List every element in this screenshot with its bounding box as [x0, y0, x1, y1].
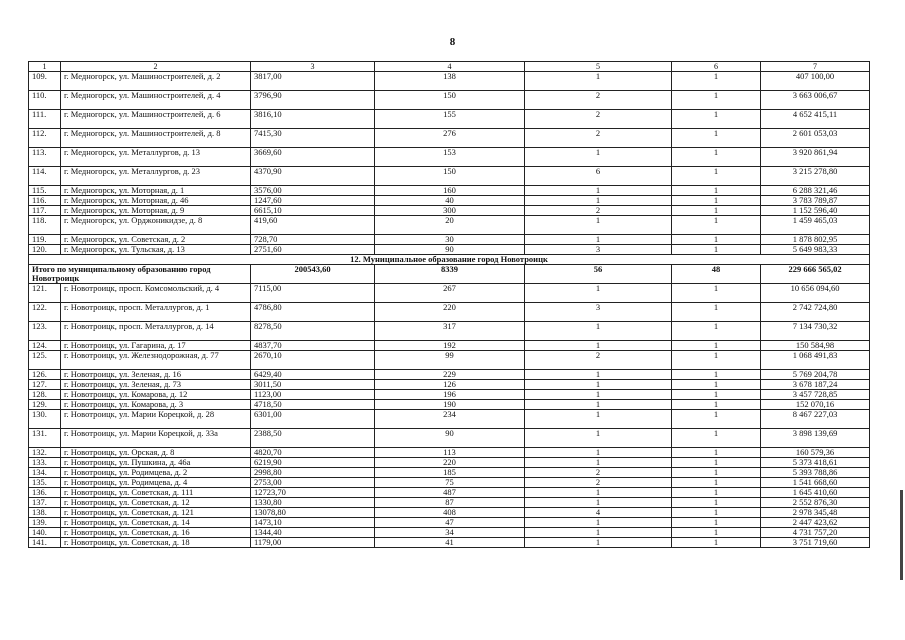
row-number: 128.: [29, 390, 61, 400]
address-cell: г. Новотроицк, ул. Советская, д. 12: [61, 498, 251, 508]
people-cell: 234: [375, 410, 525, 429]
sum-cell: 2 978 345,48: [761, 508, 870, 518]
table-row: [29, 245, 870, 255]
people-cell: 87: [375, 498, 525, 508]
area-cell: 1247,60: [251, 196, 375, 206]
table-body-medno: [29, 62, 870, 255]
column6-cell: 1: [672, 322, 761, 341]
column6-cell: 1: [672, 498, 761, 508]
area-cell: 2753,00: [251, 478, 375, 488]
address-cell: г. Новотроицк, ул. Советская, д. 14: [61, 518, 251, 528]
data-table: [28, 61, 870, 548]
address-cell: г. Новотроицк, ул. Гагарина, д. 17: [61, 341, 251, 351]
row-number: 130.: [29, 410, 61, 429]
sum-cell: 3 678 187,24: [761, 380, 870, 390]
row-number: 137.: [29, 498, 61, 508]
table-row: [29, 498, 870, 508]
column6-cell: 1: [672, 351, 761, 370]
table-row: [29, 235, 870, 245]
column6-cell: 1: [672, 390, 761, 400]
column6-cell: 1: [672, 245, 761, 255]
column5-cell: 1: [525, 235, 672, 245]
people-cell: 160: [375, 186, 525, 196]
column5-cell: 1: [525, 322, 672, 341]
column5-cell: 1: [525, 458, 672, 468]
table-row: [29, 370, 870, 380]
people-cell: 185: [375, 468, 525, 478]
table-row: [29, 186, 870, 196]
people-cell: 113: [375, 448, 525, 458]
column6-cell: 1: [672, 538, 761, 548]
row-number: 131.: [29, 429, 61, 448]
column5-cell: 1: [525, 518, 672, 528]
sum-cell: 2 552 876,30: [761, 498, 870, 508]
table-row: [29, 538, 870, 548]
table-row: [29, 216, 870, 235]
column6-cell: 1: [672, 284, 761, 303]
row-number: 123.: [29, 322, 61, 341]
people-cell: 90: [375, 245, 525, 255]
people-cell: 41: [375, 538, 525, 548]
people-cell: 99: [375, 351, 525, 370]
people-cell: 34: [375, 528, 525, 538]
sum-cell: 3 898 139,69: [761, 429, 870, 448]
address-cell: г. Новотроицк, просп. Металлургов, д. 14: [61, 322, 251, 341]
table-row: [29, 508, 870, 518]
column5-cell: 3: [525, 303, 672, 322]
row-number: 110.: [29, 91, 61, 110]
row-number: 118.: [29, 216, 61, 235]
area-cell: 1344,40: [251, 528, 375, 538]
area-cell: 2751,60: [251, 245, 375, 255]
column6-cell: 1: [672, 448, 761, 458]
column6-cell: 1: [672, 303, 761, 322]
total-row: [29, 265, 870, 284]
column5-cell: 1: [525, 429, 672, 448]
table-row: [29, 206, 870, 216]
people-cell: 40: [375, 196, 525, 206]
column-header: 6: [672, 62, 761, 72]
column5-cell: 1: [525, 390, 672, 400]
column5-cell: 1: [525, 400, 672, 410]
people-cell: 267: [375, 284, 525, 303]
people-cell: 317: [375, 322, 525, 341]
address-cell: г. Новотроицк, ул. Комарова, д. 12: [61, 390, 251, 400]
column6-cell: 1: [672, 72, 761, 91]
table-row: [29, 322, 870, 341]
address-cell: г. Новотроицк, ул. Марии Корецкой, д. 28: [61, 410, 251, 429]
row-number: 129.: [29, 400, 61, 410]
people-cell: 196: [375, 390, 525, 400]
address-cell: г. Новотроицк, просп. Комсомольский, д. 4: [61, 284, 251, 303]
column6-cell: 1: [672, 429, 761, 448]
column5-cell: 1: [525, 216, 672, 235]
sum-cell: 2 601 053,03: [761, 129, 870, 148]
table-row: [29, 468, 870, 478]
column6-cell: 1: [672, 410, 761, 429]
column6-cell: 1: [672, 216, 761, 235]
sum-cell: 1 541 668,60: [761, 478, 870, 488]
area-cell: 1330,80: [251, 498, 375, 508]
area-cell: 728,70: [251, 235, 375, 245]
total-area: 200543,60: [251, 265, 375, 284]
column5-cell: 1: [525, 370, 672, 380]
area-cell: 12723,70: [251, 488, 375, 498]
row-number: 111.: [29, 110, 61, 129]
people-cell: 138: [375, 72, 525, 91]
total-people: 8339: [375, 265, 525, 284]
address-cell: г. Медногорск, ул. Советская, д. 2: [61, 235, 251, 245]
sum-cell: 3 920 861,94: [761, 148, 870, 167]
row-number: 141.: [29, 538, 61, 548]
address-cell: г. Медногорск, ул. Моторная, д. 46: [61, 196, 251, 206]
address-cell: г. Медногорск, ул. Орджоникидзе, д. 8: [61, 216, 251, 235]
row-number: 115.: [29, 186, 61, 196]
column6-cell: 1: [672, 370, 761, 380]
address-cell: г. Медногорск, ул. Машиностроителей, д. 6: [61, 110, 251, 129]
column6-cell: 1: [672, 91, 761, 110]
row-number: 112.: [29, 129, 61, 148]
address-cell: г. Новотроицк, ул. Родимцева, д. 4: [61, 478, 251, 488]
people-cell: 300: [375, 206, 525, 216]
table-row: [29, 303, 870, 322]
table-row: [29, 167, 870, 186]
row-number: 133.: [29, 458, 61, 468]
area-cell: 8278,50: [251, 322, 375, 341]
sum-cell: 150 584,98: [761, 341, 870, 351]
table-row: [29, 488, 870, 498]
area-cell: 6301,00: [251, 410, 375, 429]
sum-cell: 1 068 491,83: [761, 351, 870, 370]
area-cell: 7415,30: [251, 129, 375, 148]
address-cell: г. Медногорск, ул. Металлургов, д. 13: [61, 148, 251, 167]
address-cell: г. Новотроицк, ул. Советская, д. 16: [61, 528, 251, 538]
people-cell: 190: [375, 400, 525, 410]
area-cell: 1179,00: [251, 538, 375, 548]
table-row: [29, 478, 870, 488]
column5-cell: 1: [525, 186, 672, 196]
sum-cell: 160 579,36: [761, 448, 870, 458]
sum-cell: 407 100,00: [761, 72, 870, 91]
address-cell: г. Новотроицк, ул. Зеленая, д. 16: [61, 370, 251, 380]
sum-cell: 1 878 802,95: [761, 235, 870, 245]
column5-cell: 1: [525, 148, 672, 167]
header-row: [29, 62, 870, 72]
sum-cell: 1 152 596,40: [761, 206, 870, 216]
area-cell: 2670,10: [251, 351, 375, 370]
address-cell: г. Новотроицк, ул. Родимцева, д. 2: [61, 468, 251, 478]
column5-cell: 2: [525, 351, 672, 370]
column6-cell: 1: [672, 400, 761, 410]
sum-cell: 2 447 423,62: [761, 518, 870, 528]
sum-cell: 3 783 789,87: [761, 196, 870, 206]
sum-cell: 6 288 321,46: [761, 186, 870, 196]
table-row: [29, 458, 870, 468]
section-block: [29, 255, 870, 284]
area-cell: 13078,80: [251, 508, 375, 518]
area-cell: 4820,70: [251, 448, 375, 458]
people-cell: 150: [375, 91, 525, 110]
people-cell: 150: [375, 167, 525, 186]
table-row: [29, 284, 870, 303]
address-cell: г. Новотроицк, ул. Советская, д. 121: [61, 508, 251, 518]
address-cell: г. Новотроицк, ул. Зеленая, д. 73: [61, 380, 251, 390]
area-cell: 3669,60: [251, 148, 375, 167]
people-cell: 126: [375, 380, 525, 390]
people-cell: 30: [375, 235, 525, 245]
sum-cell: 152 070,16: [761, 400, 870, 410]
column6-cell: 1: [672, 167, 761, 186]
table-row: [29, 528, 870, 538]
row-number: 139.: [29, 518, 61, 528]
sum-cell: 1 645 410,60: [761, 488, 870, 498]
area-cell: 6615,10: [251, 206, 375, 216]
total-c5: 56: [525, 265, 672, 284]
people-cell: 408: [375, 508, 525, 518]
address-cell: г. Новотроицк, ул. Орская, д. 8: [61, 448, 251, 458]
row-number: 120.: [29, 245, 61, 255]
total-label: Итого по муниципальному образованию город Новотроицк: [29, 265, 251, 284]
people-cell: 75: [375, 478, 525, 488]
people-cell: 90: [375, 429, 525, 448]
table-row: [29, 196, 870, 206]
people-cell: 20: [375, 216, 525, 235]
row-number: 116.: [29, 196, 61, 206]
column-header: 3: [251, 62, 375, 72]
column5-cell: 1: [525, 488, 672, 498]
table-row: [29, 148, 870, 167]
sum-cell: 5 373 418,61: [761, 458, 870, 468]
row-number: 127.: [29, 380, 61, 390]
address-cell: г. Новотроицк, ул. Советская, д. 18: [61, 538, 251, 548]
sum-cell: 10 656 094,60: [761, 284, 870, 303]
column5-cell: 2: [525, 468, 672, 478]
area-cell: 419,60: [251, 216, 375, 235]
row-number: 135.: [29, 478, 61, 488]
table-row: [29, 351, 870, 370]
column5-cell: 2: [525, 129, 672, 148]
column-header: 2: [61, 62, 251, 72]
area-cell: 2998,80: [251, 468, 375, 478]
sum-cell: 1 459 465,03: [761, 216, 870, 235]
row-number: 138.: [29, 508, 61, 518]
column6-cell: 1: [672, 148, 761, 167]
column5-cell: 2: [525, 478, 672, 488]
section-row: [29, 255, 870, 265]
sum-cell: 3 751 719,60: [761, 538, 870, 548]
people-cell: 192: [375, 341, 525, 351]
column5-cell: 1: [525, 380, 672, 390]
address-cell: г. Новотроицк, ул. Комарова, д. 3: [61, 400, 251, 410]
column5-cell: 1: [525, 498, 672, 508]
area-cell: 2388,50: [251, 429, 375, 448]
column6-cell: 1: [672, 110, 761, 129]
address-cell: г. Новотроицк, ул. Железнодорожная, д. 77: [61, 351, 251, 370]
address-cell: г. Медногорск, ул. Моторная, д. 1: [61, 186, 251, 196]
address-cell: г. Медногорск, ул. Металлургов, д. 23: [61, 167, 251, 186]
column5-cell: 4: [525, 508, 672, 518]
address-cell: г. Медногорск, ул. Машиностроителей, д. 2: [61, 72, 251, 91]
area-cell: 4786,80: [251, 303, 375, 322]
area-cell: 6219,90: [251, 458, 375, 468]
row-number: 122.: [29, 303, 61, 322]
scan-edge-mark: [900, 490, 903, 580]
area-cell: 3817,00: [251, 72, 375, 91]
people-cell: 229: [375, 370, 525, 380]
sum-cell: 3 663 006,67: [761, 91, 870, 110]
area-cell: 3816,10: [251, 110, 375, 129]
column5-cell: 1: [525, 448, 672, 458]
column6-cell: 1: [672, 478, 761, 488]
table-row: [29, 429, 870, 448]
row-number: 132.: [29, 448, 61, 458]
row-number: 136.: [29, 488, 61, 498]
column5-cell: 2: [525, 91, 672, 110]
sum-cell: 8 467 227,03: [761, 410, 870, 429]
row-number: 117.: [29, 206, 61, 216]
area-cell: 7115,00: [251, 284, 375, 303]
table-row: [29, 390, 870, 400]
column5-cell: 1: [525, 528, 672, 538]
total-c6: 48: [672, 265, 761, 284]
sum-cell: 4 652 415,11: [761, 110, 870, 129]
address-cell: г. Новотроицк, ул. Пушкина, д. 46а: [61, 458, 251, 468]
people-cell: 487: [375, 488, 525, 498]
row-number: 119.: [29, 235, 61, 245]
section-title: 12. Муниципальное образование город Новотроицк: [29, 255, 870, 265]
table-body-novotroitsk: [29, 284, 870, 548]
row-number: 124.: [29, 341, 61, 351]
column5-cell: 1: [525, 341, 672, 351]
people-cell: 153: [375, 148, 525, 167]
column5-cell: 1: [525, 196, 672, 206]
column6-cell: 1: [672, 186, 761, 196]
people-cell: 276: [375, 129, 525, 148]
column6-cell: 1: [672, 196, 761, 206]
column5-cell: 6: [525, 167, 672, 186]
sum-cell: 5 649 983,33: [761, 245, 870, 255]
column6-cell: 1: [672, 518, 761, 528]
address-cell: г. Новотроицк, просп. Металлургов, д. 1: [61, 303, 251, 322]
page-number: 8: [449, 36, 456, 48]
column6-cell: 1: [672, 528, 761, 538]
sum-cell: 5 769 204,78: [761, 370, 870, 380]
column6-cell: 1: [672, 206, 761, 216]
column5-cell: 1: [525, 410, 672, 429]
total-sum: 229 666 565,02: [761, 265, 870, 284]
column5-cell: 1: [525, 538, 672, 548]
column6-cell: 1: [672, 458, 761, 468]
area-cell: 4370,90: [251, 167, 375, 186]
column5-cell: 2: [525, 206, 672, 216]
address-cell: г. Медногорск, ул. Машиностроителей, д. 8: [61, 129, 251, 148]
column6-cell: 1: [672, 235, 761, 245]
address-cell: г. Медногорск, ул. Моторная, д. 9: [61, 206, 251, 216]
area-cell: 3796,90: [251, 91, 375, 110]
column6-cell: 1: [672, 468, 761, 478]
people-cell: 220: [375, 303, 525, 322]
people-cell: 47: [375, 518, 525, 528]
area-cell: 1473,10: [251, 518, 375, 528]
table-row: [29, 72, 870, 91]
area-cell: 1123,00: [251, 390, 375, 400]
column6-cell: 1: [672, 508, 761, 518]
column6-cell: 1: [672, 129, 761, 148]
address-cell: г. Новотроицк, ул. Марии Корецкой, д. 33а: [61, 429, 251, 448]
column5-cell: 1: [525, 72, 672, 91]
column6-cell: 1: [672, 341, 761, 351]
row-number: 114.: [29, 167, 61, 186]
sum-cell: 7 134 730,32: [761, 322, 870, 341]
row-number: 125.: [29, 351, 61, 370]
row-number: 109.: [29, 72, 61, 91]
column6-cell: 1: [672, 380, 761, 390]
address-cell: г. Медногорск, ул. Тульская, д. 13: [61, 245, 251, 255]
column-header: 1: [29, 62, 61, 72]
table-row: [29, 91, 870, 110]
row-number: 134.: [29, 468, 61, 478]
column-header: 7: [761, 62, 870, 72]
address-cell: г. Медногорск, ул. Машиностроителей, д. 4: [61, 91, 251, 110]
sum-cell: 2 742 724,80: [761, 303, 870, 322]
table-row: [29, 448, 870, 458]
table-row: [29, 518, 870, 528]
column5-cell: 1: [525, 284, 672, 303]
table-row: [29, 410, 870, 429]
area-cell: 6429,40: [251, 370, 375, 380]
area-cell: 3011,50: [251, 380, 375, 390]
table-row: [29, 400, 870, 410]
area-cell: 4718,50: [251, 400, 375, 410]
row-number: 113.: [29, 148, 61, 167]
sum-cell: 4 731 757,20: [761, 528, 870, 538]
table-row: [29, 110, 870, 129]
table-row: [29, 341, 870, 351]
column-header: 5: [525, 62, 672, 72]
sum-cell: 3 457 728,85: [761, 390, 870, 400]
people-cell: 155: [375, 110, 525, 129]
row-number: 126.: [29, 370, 61, 380]
table-row: [29, 129, 870, 148]
column5-cell: 3: [525, 245, 672, 255]
area-cell: 3576,00: [251, 186, 375, 196]
column5-cell: 2: [525, 110, 672, 129]
column-header: 4: [375, 62, 525, 72]
row-number: 140.: [29, 528, 61, 538]
sum-cell: 5 393 788,86: [761, 468, 870, 478]
table-row: [29, 380, 870, 390]
row-number: 121.: [29, 284, 61, 303]
column6-cell: 1: [672, 488, 761, 498]
area-cell: 4837,70: [251, 341, 375, 351]
people-cell: 220: [375, 458, 525, 468]
address-cell: г. Новотроицк, ул. Советская, д. 111: [61, 488, 251, 498]
sum-cell: 3 215 278,80: [761, 167, 870, 186]
